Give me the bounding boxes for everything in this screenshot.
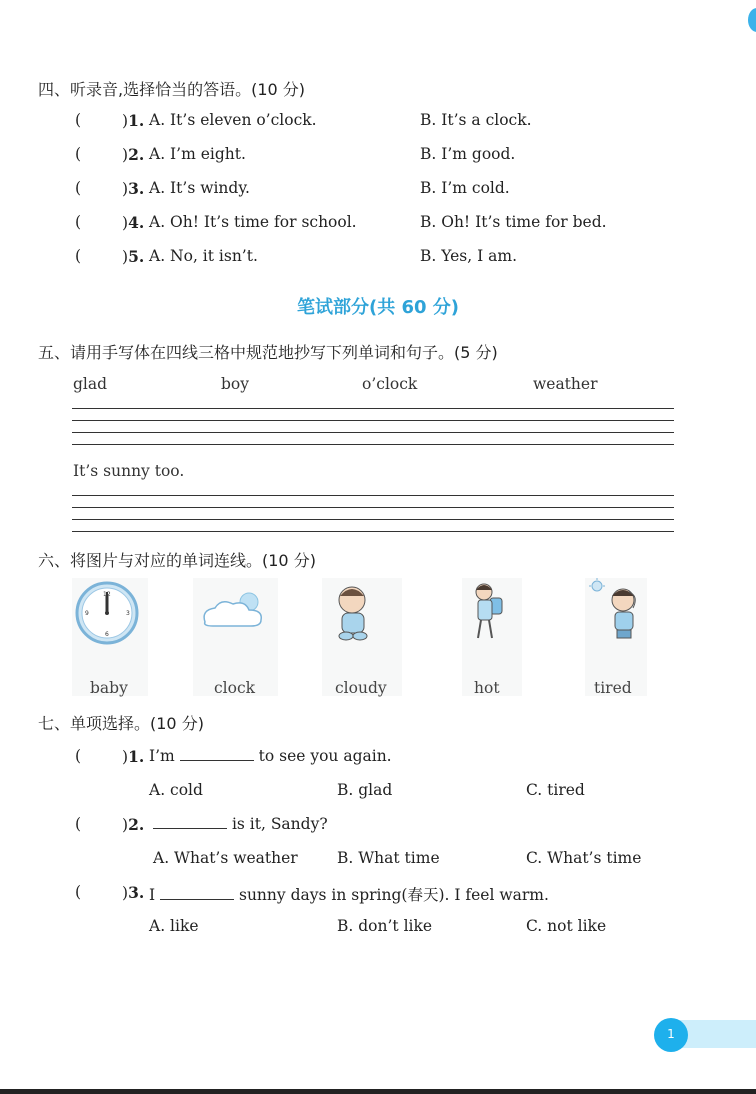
choice-c[interactable]: C. What’s time: [526, 849, 642, 867]
option-b: B. Yes, I am.: [420, 247, 518, 265]
section7-heading: 七、单项选择。(10 分): [38, 714, 204, 733]
option-b: B. I’m good.: [420, 145, 516, 163]
answer-bracket[interactable]: ( )3.: [75, 179, 145, 198]
option-a: A. It’s windy.: [149, 179, 250, 197]
answer-blank[interactable]: [180, 760, 254, 761]
answer-bracket[interactable]: ( )5.: [75, 247, 145, 266]
svg-text:12: 12: [103, 591, 111, 598]
choice-b[interactable]: B. don’t like: [337, 917, 433, 935]
match-word[interactable]: clock: [214, 679, 256, 697]
baby-icon: [322, 578, 402, 678]
copy-word: glad: [73, 375, 108, 393]
corner-tab-marker: [748, 8, 756, 32]
page-number: 1: [654, 1018, 688, 1052]
choice-c[interactable]: C. tired: [526, 781, 585, 799]
copy-sentence: It’s sunny too.: [73, 462, 185, 480]
svg-text:3: 3: [126, 610, 130, 617]
question-stem: is it, Sandy?: [153, 815, 328, 833]
answer-blank[interactable]: [153, 828, 227, 829]
section4-heading: 四、听录音,选择恰当的答语。(10 分): [38, 80, 306, 99]
sun-boy-icon: [585, 578, 647, 678]
written-part-title: 笔试部分(共 60 分): [296, 297, 460, 318]
option-b: B. It’s a clock.: [420, 111, 532, 129]
cloud-sun-icon: [193, 578, 278, 678]
schoolchild-icon: [462, 578, 522, 678]
answer-bracket[interactable]: ( )1.: [75, 111, 145, 130]
svg-text:6: 6: [105, 631, 109, 638]
match-word[interactable]: baby: [90, 679, 128, 697]
option-a: A. I’m eight.: [149, 145, 246, 163]
copy-word: boy: [221, 375, 250, 393]
match-word[interactable]: hot: [474, 679, 500, 697]
option-b: B. I’m cold.: [420, 179, 510, 197]
question-stem: I sunny days in spring(春天). I feel warm.: [149, 886, 549, 904]
answer-bracket[interactable]: ( )2.: [75, 145, 145, 164]
choice-a[interactable]: A. cold: [149, 781, 203, 799]
clock-icon: [72, 578, 148, 678]
option-a: A. It’s eleven o’clock.: [149, 111, 317, 129]
answer-blank[interactable]: [160, 899, 234, 900]
answer-bracket[interactable]: ( )2.: [75, 815, 145, 834]
answer-bracket[interactable]: ( )3.: [75, 883, 145, 902]
choice-a[interactable]: A. What’s weather: [153, 849, 298, 867]
svg-text:9: 9: [85, 610, 89, 617]
answer-bracket[interactable]: ( )4.: [75, 213, 145, 232]
question-stem: I’m to see you again.: [149, 747, 392, 765]
copy-word: weather: [533, 375, 598, 393]
section6-heading: 六、将图片与对应的单词连线。(10 分): [38, 551, 316, 570]
bottom-border: [0, 1089, 756, 1094]
answer-bracket[interactable]: ( )1.: [75, 747, 145, 766]
match-word[interactable]: cloudy: [335, 679, 387, 697]
option-b: B. Oh! It’s time for bed.: [420, 213, 607, 231]
choice-a[interactable]: A. like: [149, 917, 199, 935]
choice-c[interactable]: C. not like: [526, 917, 607, 935]
choice-b[interactable]: B. What time: [337, 849, 440, 867]
choice-b[interactable]: B. glad: [337, 781, 393, 799]
match-word[interactable]: tired: [594, 679, 632, 697]
copy-word: o’clock: [362, 375, 418, 393]
section5-heading: 五、请用手写体在四线三格中规范地抄写下列单词和句子。(5 分): [38, 343, 498, 362]
option-a: A. No, it isn’t.: [149, 247, 258, 265]
option-a: A. Oh! It’s time for school.: [149, 213, 357, 231]
